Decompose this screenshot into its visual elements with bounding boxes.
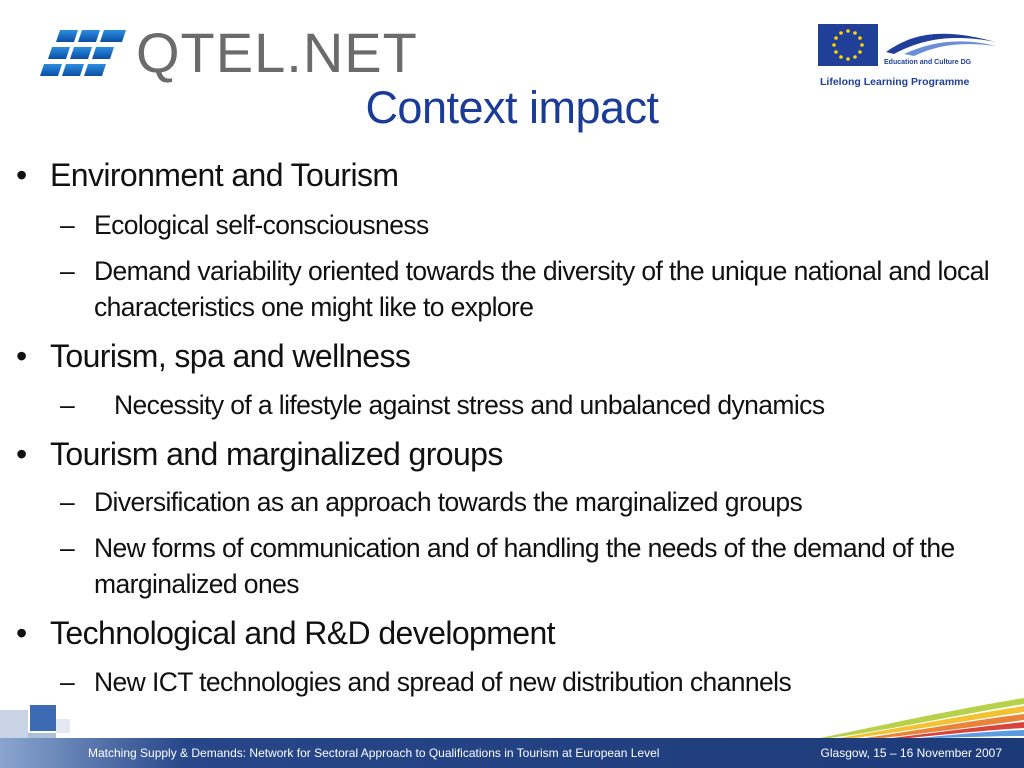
qtel-logo-mark-icon	[38, 28, 133, 80]
qtel-logo-text: QTEL.NET	[136, 21, 418, 84]
sub-bullet	[60, 530, 1014, 602]
bullet-icon: •	[16, 436, 27, 472]
sub-bullet	[60, 484, 1014, 520]
dash-icon: –	[60, 487, 75, 517]
sub-bullet-text: New ICT technologies and spread of new distribution channels	[94, 667, 792, 697]
dash-icon: –	[60, 256, 75, 286]
sub-bullet	[60, 664, 1014, 700]
footer-project-title: Matching Supply & Demands: Network for Sectoral Approach to Qualifications in Tourism at European Level	[88, 746, 660, 760]
bullet-icon: •	[16, 157, 27, 193]
bullet-section-2	[16, 336, 411, 376]
bullet-section-4	[16, 613, 555, 653]
sub-bullet-text: Diversification as an approach towards the marginalized groups	[94, 487, 803, 517]
sub-bullet-text: Demand variability oriented towards the diversity of the unique national and local characteristics one might like to explore	[94, 256, 990, 322]
slide-title: Context impact	[365, 82, 659, 133]
section-heading: Tourism and marginalized groups	[50, 436, 503, 472]
section-heading: Environment and Tourism	[50, 157, 399, 193]
bullet-icon: •	[16, 615, 27, 651]
sub-bullet-text: New forms of communication and of handling the needs of the demand of the marginalized ones	[94, 533, 955, 599]
eu-flag-icon	[818, 24, 878, 66]
sub-bullet	[60, 207, 1014, 243]
square-decoration	[30, 705, 56, 731]
bullet-icon: •	[16, 338, 27, 374]
sub-bullet-text: Necessity of a lifestyle against stress and unbalanced dynamics	[114, 390, 825, 420]
rainbow-swoosh-icon	[820, 698, 1024, 738]
eu-programme-label: Lifelong Learning Programme	[820, 76, 970, 88]
eu-swoosh-icon	[884, 28, 998, 56]
dash-icon: –	[60, 667, 75, 697]
footer-event-date: Glasgow, 15 – 16 November 2007	[820, 746, 1002, 760]
square-decoration	[0, 710, 28, 738]
sub-bullet-text: Ecological self-consciousness	[94, 210, 429, 240]
section-heading: Tourism, spa and wellness	[50, 338, 411, 374]
sub-bullet	[60, 387, 1024, 423]
dash-icon: –	[60, 533, 75, 563]
eu-dg-label: Education and Culture DG	[884, 59, 972, 66]
footer-bar	[0, 738, 1024, 768]
square-decoration	[56, 719, 70, 733]
dash-icon: –	[60, 390, 75, 420]
dash-icon: –	[60, 210, 75, 240]
section-heading: Technological and R&D development	[50, 615, 555, 651]
bullet-section-1	[16, 155, 399, 195]
bullet-section-3	[16, 434, 503, 474]
sub-bullet	[60, 253, 1014, 325]
qtel-logo	[38, 21, 418, 84]
